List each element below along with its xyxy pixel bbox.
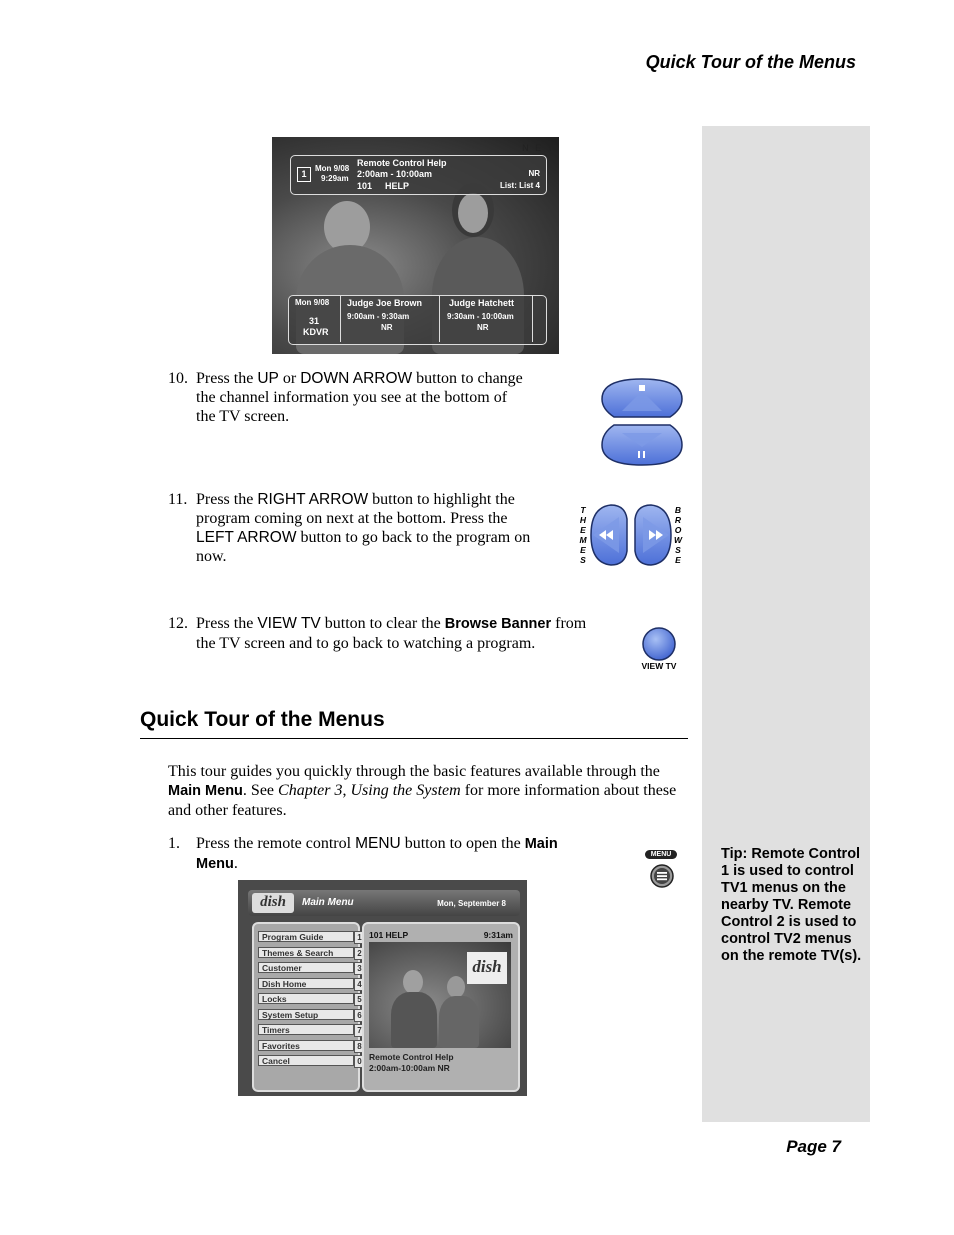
section-heading: Quick Tour of the Menus: [140, 708, 385, 731]
banner-channel: 101: [357, 181, 373, 191]
browse-program2-rating: NR: [477, 323, 489, 332]
preview-dish-logo: dish: [467, 952, 507, 984]
banner-time: 9:29am: [321, 174, 349, 183]
browse-program2-title: Judge Hatchett: [449, 298, 515, 308]
menu-item-timers: Timers 7: [258, 1024, 354, 1035]
view-tv-label: VIEW TV: [641, 661, 677, 671]
tip-text: Tip: Remote Control 1 is used to control TV1 menus on the nearby TV. Remote Control 2 is used to control TV2 menus on the remote TV(s).: [721, 846, 862, 964]
step-1: 1. Press the remote control MENU button to open the Main Menu.: [168, 835, 558, 872]
menu-button-icon: [649, 863, 675, 889]
step-10: 10. Press the UP or DOWN ARROW button to change the channel information you see at the bottom of the TV screen.: [168, 370, 523, 425]
menu-item-system-setup: System Setup 6: [258, 1009, 354, 1020]
page-number: Page 7: [786, 1137, 841, 1156]
browse-channel-call: KDVR: [303, 327, 329, 337]
preview-video: [369, 942, 511, 1048]
intro-paragraph: This tour guides you quickly through the basic features available through the Main Menu. See Chapter 3, Using the System for more information about these and other features.: [168, 763, 677, 819]
browse-program2-time: 9:30am - 10:00am: [447, 312, 514, 321]
preview-program: Remote Control Help: [369, 1052, 454, 1062]
up-down-arrow-buttons-icon: [600, 377, 684, 467]
main-menu-date: Mon, September 8: [437, 899, 506, 908]
main-menu-title: Main Menu: [302, 897, 354, 908]
banner-rating: NR: [528, 169, 540, 178]
browse-channel-number: 31: [309, 316, 320, 326]
banner-channel-name: HELP: [385, 181, 410, 191]
sidebar-panel: [702, 126, 870, 1122]
step-12: 12. Press the VIEW TV button to clear the Browse Banner from the TV screen and to go back to watching a program.: [168, 615, 587, 652]
menu-button-label: MENU: [645, 850, 677, 859]
preview-panel: [362, 922, 520, 1092]
channel-box: 1: [297, 167, 311, 182]
main-menu-screenshot: [238, 880, 527, 1096]
banner-program: Remote Control Help: [357, 158, 447, 168]
logo-fragment: N E T: [522, 143, 555, 153]
preview-program-time: 2:00am-10:00am NR: [369, 1063, 450, 1073]
step-number: 11.: [168, 491, 188, 508]
banner-date: Mon 9/08: [315, 164, 350, 173]
menu-item-locks: Locks 5: [258, 993, 354, 1004]
menu-item-customer: Customer 3: [258, 962, 354, 973]
left-right-arrow-buttons-icon: [589, 503, 673, 567]
dish-logo: dish: [252, 893, 294, 913]
menu-item-program-guide: Program Guide 1: [258, 931, 354, 942]
step-number: 10.: [168, 370, 188, 387]
step-number: 12.: [168, 615, 188, 632]
top-info-banner: [290, 155, 547, 195]
running-header: Quick Tour of the Menus: [645, 52, 856, 72]
step-11: 11. Press the RIGHT ARROW button to highlight the program coming on next at the bottom. Press the LEFT ARROW button to go back to the program on now.: [168, 491, 531, 565]
main-menu-list: [252, 922, 360, 1092]
menu-item-themes-search: Themes & Search 2: [258, 947, 354, 958]
step-number: 1.: [168, 835, 180, 852]
browse-banner-screenshot: [272, 137, 559, 354]
browse-program1-title: Judge Joe Brown: [347, 298, 423, 308]
main-menu-titlebar: [248, 890, 520, 916]
bottom-browse-banner: [288, 295, 547, 345]
themes-label: T H E M E S: [579, 505, 587, 565]
browse-date: Mon 9/08: [295, 298, 330, 307]
browse-label: B R O W S E: [673, 505, 683, 565]
menu-item-favorites: Favorites 8: [258, 1040, 354, 1051]
preview-channel: 101 HELP: [369, 930, 409, 940]
preview-time: 9:31am: [483, 930, 513, 940]
heading-rule: [140, 738, 688, 739]
view-tv-button-icon: [641, 627, 677, 661]
browse-program1-rating: NR: [381, 323, 393, 332]
banner-list: List: List 4: [499, 181, 540, 190]
menu-item-dish-home: Dish Home 4: [258, 978, 354, 989]
banner-program-time: 2:00am - 10:00am: [357, 169, 433, 179]
menu-item-cancel: Cancel 0: [258, 1055, 354, 1066]
browse-program1-time: 9:00am - 9:30am: [347, 312, 410, 321]
